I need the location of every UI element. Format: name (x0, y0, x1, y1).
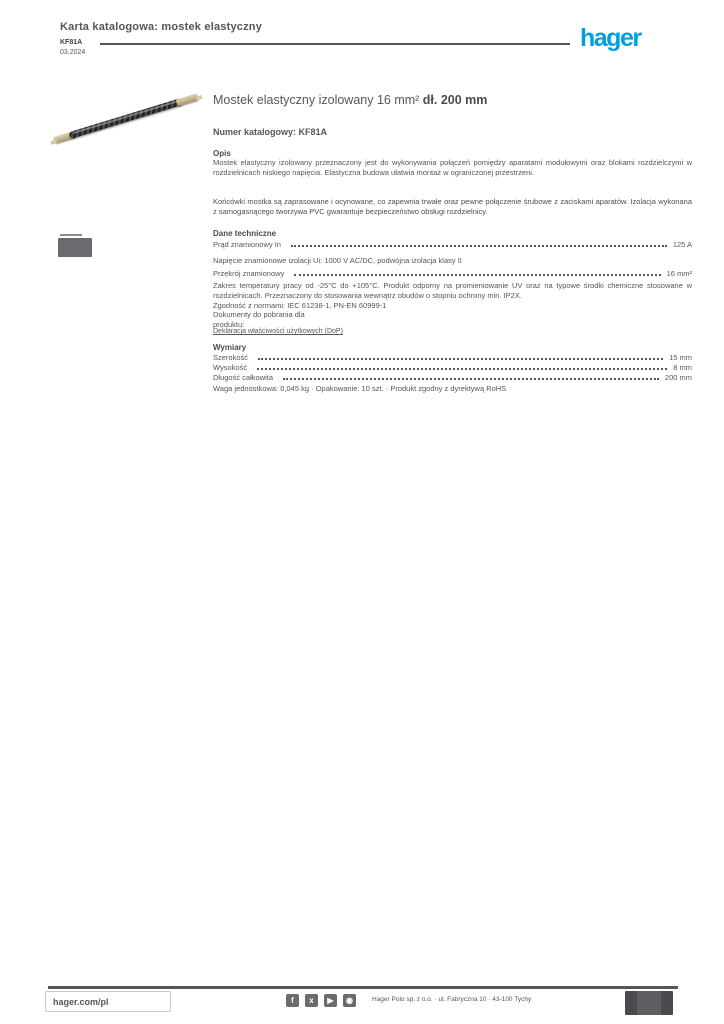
dotted-leader (294, 273, 660, 276)
technical-note-3: Dokumenty do pobrania dla produktu: (213, 310, 305, 329)
dimension-row (213, 373, 692, 382)
cable-sheen (73, 100, 179, 134)
youtube-icon[interactable]: ▶ (324, 994, 337, 1007)
dimension-row (213, 353, 692, 362)
description-paragraph-2: Końcówki mostka są zaprasowane i ocynowane, co zapewnia trwałe oraz pewne połączenie śrubowe z zaciskami aparatów. Izolacja wykonana z samogasnącego tworzywa PVC gwarantuje bezpieczeństwo obsługi rozdzielnicy. (213, 197, 692, 216)
dimension-value: 15 mm (669, 353, 692, 362)
product-title-bold: dł. 200 mm (422, 93, 488, 107)
facebook-icon[interactable]: f (286, 994, 299, 1007)
website-link[interactable] (45, 991, 171, 1012)
header-date: 03.2024 (60, 49, 86, 56)
hager-logo: hager (580, 24, 641, 52)
dimension-label: Wysokość (213, 363, 248, 372)
footer-divider (48, 986, 678, 989)
product-photo (45, 84, 207, 154)
description-paragraph-1: Mostek elastyczny izolowany przeznaczony jest do wykonywania połączeń pomiędzy aparatami modułowymi oraz blokami rozdzielczymi w rozdzielnicach niskiego napięcia. Elastyczna budowa ułatwia montaż w ograniczonej przestrzeni. (213, 158, 692, 177)
dimensions-note: Waga jednostkowa: 0,045 kg · Opakowanie: 10 szt. · Produkt zgodny z dyrektywą RoHS (213, 384, 507, 393)
product-family-stamp (58, 238, 92, 257)
cable-tip-left (50, 139, 57, 145)
website-label: hager.com/pl (53, 996, 109, 1007)
dimension-label: Długość całkowita (213, 373, 274, 382)
dimension-row (213, 363, 692, 372)
product-title (213, 93, 693, 108)
footer-address: Hager Polo sp. z o.o. · ul. Fabryczna 10 · 43-100 Tychy (372, 996, 532, 1003)
technical-note-1: Napięcie znamionowe izolacji Ui: 1000 V AC/DC, podwójna izolacja klasy II (213, 256, 462, 265)
header-category: Karta katalogowa: mostek elastyczny (60, 21, 263, 33)
technical-paragraph: Zakres temperatury pracy od -25°C do +105°C. Produkt odporny na promieniowanie UV oraz na typowe środki chemiczne stosowane w rozdzielnicach. Przeznaczony do stosowania wewnątrz obudów o stopniu ochrony min. IP2X. (213, 281, 692, 300)
cable-tip-right (196, 94, 203, 100)
spec-value: 125 A (672, 240, 692, 249)
qr-code (625, 991, 673, 1015)
spec-row (213, 240, 692, 249)
spec-label: Przekrój znamionowy (213, 269, 285, 278)
cable-lug-right (176, 93, 199, 106)
dotted-leader (258, 357, 663, 360)
dotted-leader (257, 367, 667, 370)
section-heading-technical: Dane techniczne (213, 229, 277, 238)
spec-label: Prąd znamionowy In (213, 240, 281, 249)
dotted-leader (291, 244, 667, 247)
technical-note-2: Zgodność z normami: IEC 61238-1, PN-EN 60999-1 (213, 301, 387, 310)
spec-row (213, 269, 692, 278)
header-divider (100, 43, 570, 45)
section-heading-description: Opis (213, 149, 231, 158)
spec-value: 16 mm² (666, 269, 692, 278)
dotted-leader (283, 377, 659, 380)
header-reference: KF81A (60, 39, 83, 46)
dimension-value: 8 mm (673, 363, 692, 372)
dop-document-link[interactable]: Deklaracja właściwości użytkowych (DoP) (213, 328, 343, 335)
product-subtitle: Numer katalogowy: KF81A (213, 127, 328, 137)
dimension-label: Szerokość (213, 353, 249, 362)
social-icons (286, 994, 356, 1007)
section-heading-dimensions: Wymiary (213, 343, 247, 352)
product-title-regular: Mostek elastyczny izolowany 16 mm² (213, 93, 423, 107)
flexible-link-image (53, 92, 199, 144)
instagram-icon[interactable]: ◉ (343, 994, 356, 1007)
x-icon[interactable]: x (305, 994, 318, 1007)
dimension-value: 200 mm (664, 373, 692, 382)
stamp-caption-line (60, 234, 82, 236)
